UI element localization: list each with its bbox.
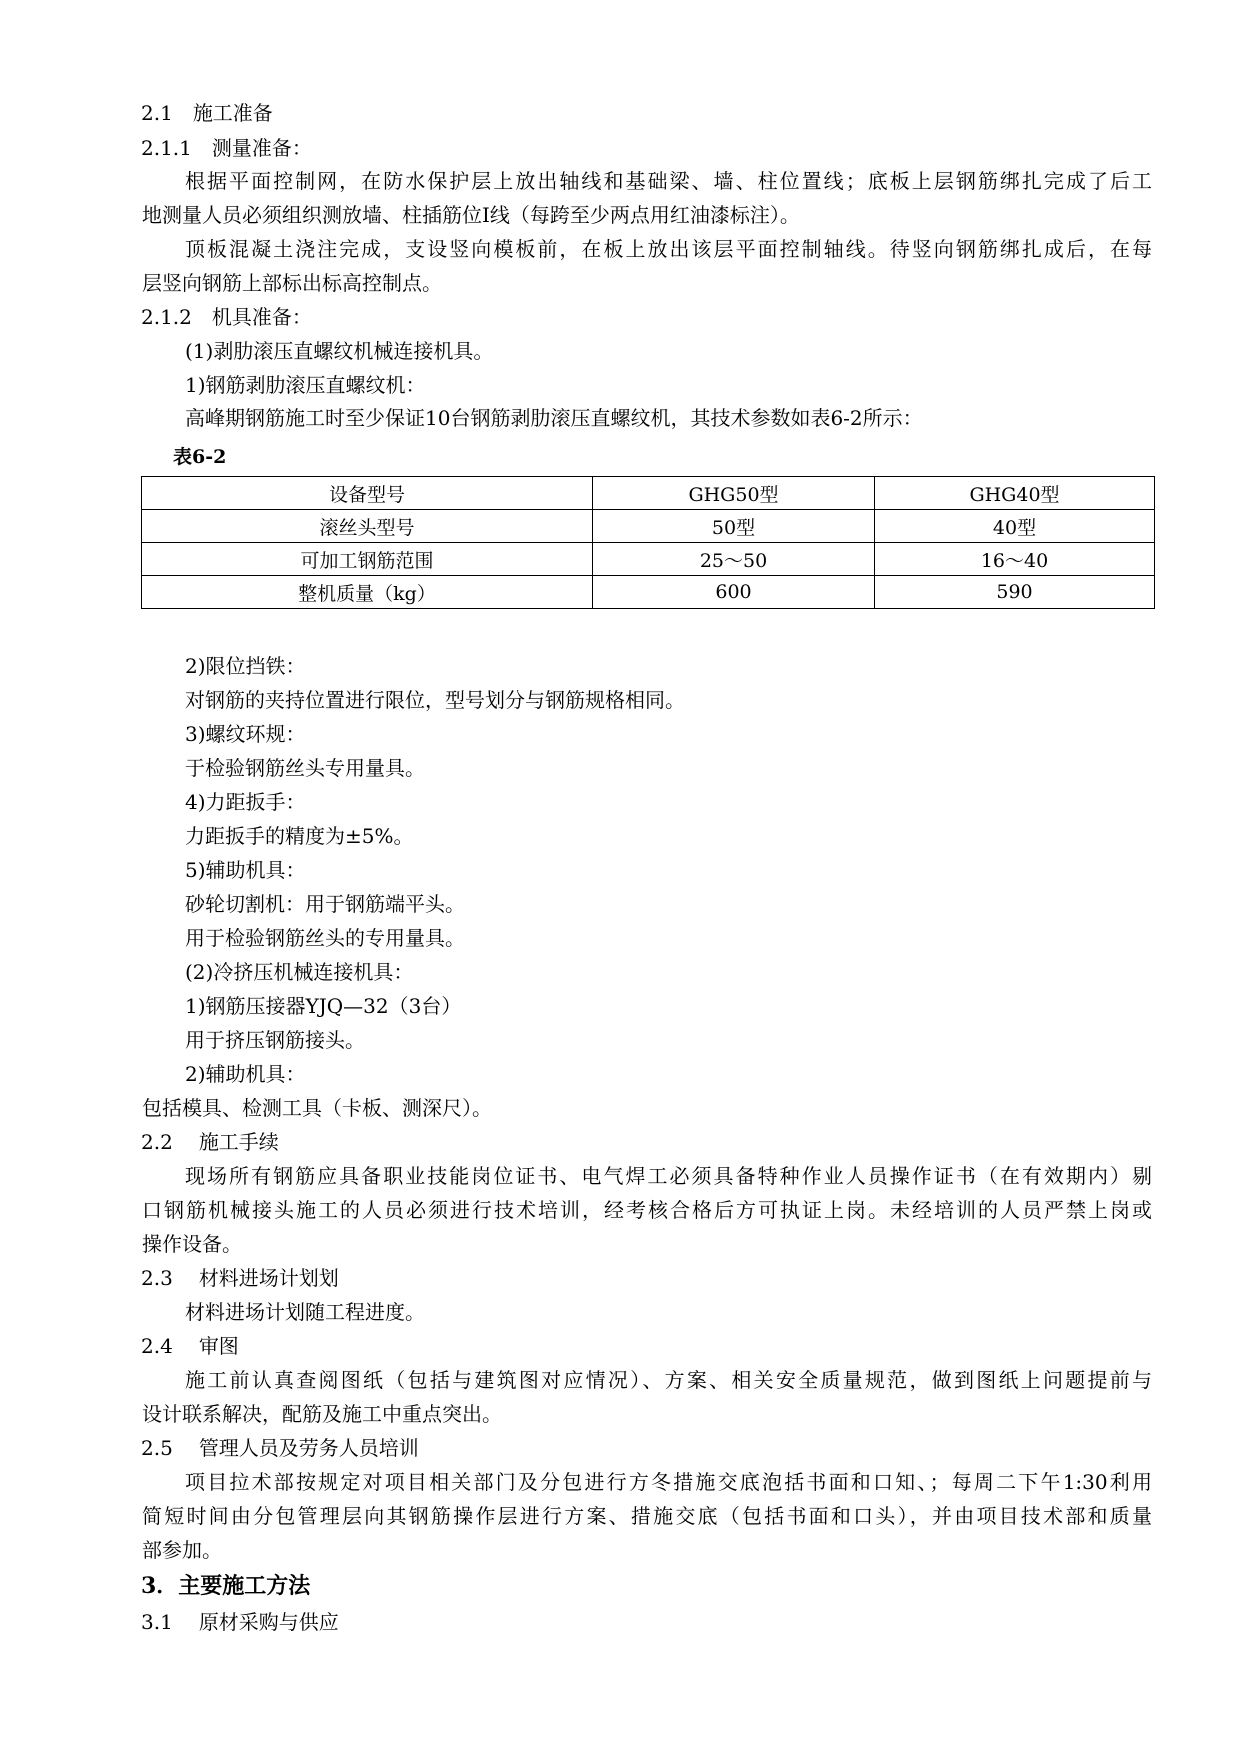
table-cell: 设备型号 (142, 477, 593, 510)
section-title: 测量准备： (211, 136, 312, 160)
section-number: 2.5 (141, 1436, 173, 1460)
section-number: 2.4 (141, 1334, 173, 1358)
paragraph-line: 根据平面控制网，在防水保护层上放出轴线和基础梁、墙、柱位置线；底板上层钢筋绑扎完成了后工 (185, 169, 1152, 193)
table-cell: GHG40型 (875, 477, 1155, 510)
table-cell: 16～40 (875, 543, 1155, 576)
paragraph-line: 层竖向钢筋上部标出标高控制点。 (142, 271, 442, 295)
table-row (142, 510, 1155, 543)
tool-item: 5)辅助机具： (185, 858, 306, 882)
section-2-3-heading (141, 1266, 339, 1290)
paragraph-line: 简短时间由分包管理层向其钢筋操作层进行方案、措施交底（包括书面和口头），并由项目技术部和质量 (142, 1504, 1152, 1528)
section-title: 机具准备： (211, 305, 312, 329)
section-number: 2.3 (141, 1266, 173, 1290)
section-number: 2.1.1 (141, 136, 192, 160)
paragraph-line: 材料进场计划随工程进度。 (185, 1300, 425, 1324)
table-row (142, 543, 1155, 576)
section-2-4-heading (141, 1334, 239, 1358)
table-caption: 表6-2 (173, 446, 227, 468)
paragraph-line: 口钢筋机械接头施工的人员必须进行技术培训，经考核合格后方可执证上岗。未经培训的人员严禁上岗或 (142, 1198, 1152, 1222)
paragraph-line: 顶板混凝土浇注完成，支设竖向模板前，在板上放出该层平面控制轴线。待竖向钢筋绑扎成后，在每 (185, 237, 1152, 261)
table-cell: 590 (875, 576, 1155, 609)
tool-item: 1)钢筋压接器YJQ—32（3台） (185, 994, 462, 1018)
tool-item: 4)力距扳手： (185, 790, 306, 814)
table-cell: 40型 (875, 510, 1155, 543)
section-2-1-heading (141, 101, 273, 125)
section-number: 2.1.2 (141, 305, 192, 329)
table-cell: 25～50 (593, 543, 875, 576)
paragraph-line: 地测量人员必须组织测放墙、柱插筋位I线（每跨至少两点用红油漆标注）。 (142, 203, 800, 227)
section-title: 施工准备 (192, 101, 273, 125)
tool-item: 用于检验钢筋丝头的专用量具。 (185, 926, 465, 950)
section-2-2-heading (141, 1130, 279, 1154)
tool-item: 用于挤压钢筋接头。 (185, 1028, 365, 1052)
table-cell: 600 (593, 576, 875, 609)
section-title: 原材采购与供应 (198, 1610, 339, 1634)
section-3-1-heading (141, 1610, 339, 1634)
tool-item: 3)螺纹环规： (185, 722, 306, 746)
tool-item: 1)钢筋剥肋滚压直螺纹机： (185, 373, 426, 397)
table-cell: 整机质量（kg） (142, 576, 593, 609)
tool-item: (1)剥肋滚压直螺纹机械连接机具。 (185, 339, 494, 363)
section-title: 施工手续 (198, 1130, 279, 1154)
table-cell: GHG50型 (593, 477, 875, 510)
section-number: 2.2 (141, 1130, 173, 1154)
table-cell: 50型 (593, 510, 875, 543)
section-2-5-heading (141, 1436, 419, 1460)
section-2-1-1-heading (141, 136, 312, 160)
tool-item: 于检验钢筋丝头专用量具。 (185, 756, 425, 780)
chapter-3-heading: 3．主要施工方法 (141, 1573, 311, 1599)
tool-item: 包括模具、检测工具（卡板、测深尺）。 (142, 1096, 492, 1120)
table-cell: 滚丝头型号 (142, 510, 593, 543)
tool-item: 砂轮切割机：用于钢筋端平头。 (185, 892, 465, 916)
tool-item: 2)辅助机具： (185, 1062, 306, 1086)
paragraph-line: 项目拉术部按规定对项目相关部门及分包进行方冬措施交底泡括书面和口知、；每周二下午1:30利用 (185, 1470, 1152, 1494)
paragraph-line: 现场所有钢筋应具备职业技能岗位证书、电气焊工必须具备特种作业人员操作证书（在有效期内）剔 (185, 1164, 1152, 1188)
section-number: 2.1 (141, 101, 173, 125)
section-title: 材料进场计划划 (198, 1266, 339, 1290)
tool-item: 高峰期钢筋施工时至少保证10台钢筋剥肋滚压直螺纹机，其技术参数如表6-2所示： (185, 406, 923, 430)
table-cell: 可加工钢筋范围 (142, 543, 593, 576)
section-number: 3.1 (141, 1610, 173, 1634)
paragraph-line: 部参加。 (142, 1538, 222, 1562)
table-row (142, 477, 1155, 510)
paragraph-line: 操作设备。 (142, 1232, 242, 1256)
paragraph-line: 施工前认真查阅图纸（包括与建筑图对应情况）、方案、相关安全质量规范，做到图纸上问题提前与 (185, 1368, 1152, 1392)
section-title: 审图 (198, 1334, 239, 1358)
tool-item: 2)限位挡铁： (185, 654, 306, 678)
tool-item: 对钢筋的夹持位置进行限位，型号划分与钢筋规格相同。 (185, 688, 685, 712)
section-title: 管理人员及劳务人员培训 (198, 1436, 419, 1460)
section-2-1-2-heading (141, 305, 312, 329)
tool-item: 力距扳手的精度为±5%。 (185, 824, 414, 848)
spec-table (141, 476, 1155, 609)
paragraph-line: 设计联系解决，配筋及施工中重点突出。 (142, 1402, 502, 1426)
table-row (142, 576, 1155, 609)
tool-item: (2)冷挤压机械连接机具： (185, 960, 414, 984)
